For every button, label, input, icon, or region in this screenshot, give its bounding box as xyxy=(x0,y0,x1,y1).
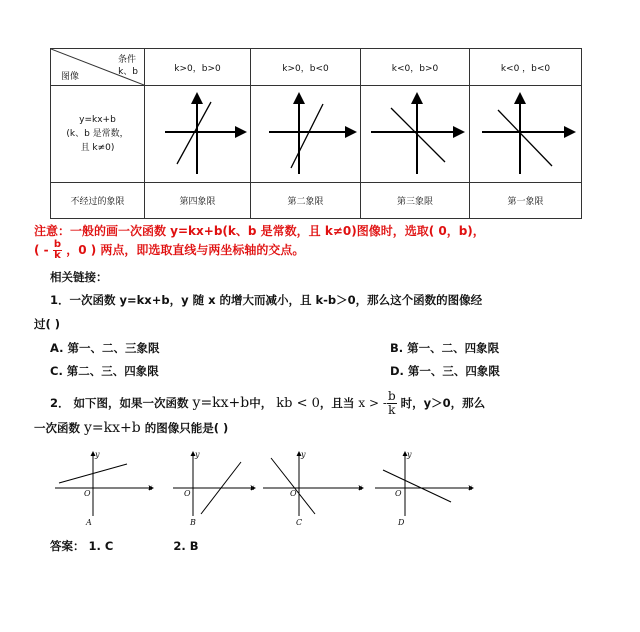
header-image-label: 图像 xyxy=(61,72,80,82)
graph-kneg-bpos xyxy=(361,86,469,182)
conditions-table xyxy=(50,48,582,219)
function-label-line: 且 k≠0) xyxy=(80,143,115,153)
quadrant-cell: 第二象限 xyxy=(251,183,361,219)
condition-cell: k<0 ，b<0 xyxy=(470,49,582,86)
quadrant-cell: 第一象限 xyxy=(470,183,582,219)
q2-part4: 时，y＞0，那么 xyxy=(400,396,486,410)
function-label-cell xyxy=(51,86,145,183)
note-suffix: ，0 ) 两点，即选取直线与两坐标轴的交点。 xyxy=(66,243,305,257)
fraction-numerator: b xyxy=(53,239,62,250)
q2-condition: kb < 0 xyxy=(276,396,320,411)
answer-2: 2. B xyxy=(173,539,199,553)
q2-expr1: y=kx+b xyxy=(192,395,250,411)
related-links-heading: 相关链接： xyxy=(50,270,108,284)
graph-kpos-bneg xyxy=(251,86,360,182)
graph-d-y-label: y xyxy=(407,450,412,459)
function-label-line: y=kx+b xyxy=(79,115,116,125)
note-line-2 xyxy=(34,240,304,261)
answer-1: 1. C xyxy=(88,539,114,553)
graph-kneg-bneg xyxy=(470,86,581,182)
function-label-line: (k、b 是常数， xyxy=(66,129,129,139)
note-fraction xyxy=(53,240,62,261)
quadrant-label-cell: 不经过的象限 xyxy=(51,183,145,219)
condition-cell: k>0，b>0 xyxy=(145,49,251,86)
quadrant-cell: 第三象限 xyxy=(361,183,470,219)
graph-a-option-label: A xyxy=(86,518,92,527)
graph-b-origin-label: O xyxy=(184,489,191,498)
q2-part3: ，且当 xyxy=(319,396,355,410)
graph-cell xyxy=(361,86,470,183)
graph-d-x-label: x xyxy=(468,483,473,492)
note-line-1: 注意：一般的画一次函数 y=kx+b(k、b 是常数，且 k≠0)图像时，选取( 0，b)， xyxy=(34,224,485,238)
q1-option-b: B. 第一、二、四象限 xyxy=(390,341,500,355)
answer-line xyxy=(50,538,199,554)
graph-d-origin-label: O xyxy=(395,489,402,498)
fraction-denominator: k xyxy=(54,250,61,261)
q2-part2: 中， xyxy=(249,396,273,410)
graph-c-origin-label: O xyxy=(290,489,297,498)
q2-option-graphs xyxy=(45,448,515,538)
graph-cell xyxy=(470,86,582,183)
q1-option-a: A. 第一、二、三象限 xyxy=(50,341,160,355)
q1-stem-line-2: 过( ) xyxy=(34,317,61,331)
graph-kpos-bpos xyxy=(145,86,250,182)
graph-cell xyxy=(145,86,251,183)
graph-d-option-label: D xyxy=(398,518,405,527)
graph-c-x-label: x xyxy=(358,483,363,492)
q2-expr2: y=kx+b xyxy=(84,420,141,436)
q1-option-d: D. 第一、三、四象限 xyxy=(390,364,500,378)
fraction-denominator: k xyxy=(388,403,396,417)
graph-a-origin-label: O xyxy=(84,489,91,498)
header-kb-label: k、b xyxy=(118,67,138,77)
graph-c-option-label: C xyxy=(296,518,303,527)
q2-line2-suffix: 的图像只能是( ) xyxy=(144,421,229,435)
graph-b-option-label: B xyxy=(190,518,196,527)
graph-a-x-label: x xyxy=(148,483,153,492)
graph-cell xyxy=(251,86,361,183)
condition-cell: k<0，b>0 xyxy=(361,49,470,86)
note-prefix: ( - xyxy=(34,243,49,257)
q2-stem-line-2 xyxy=(34,420,228,436)
graph-option-c xyxy=(263,452,363,516)
graph-option-d xyxy=(375,452,473,516)
fraction-numerator: b xyxy=(387,389,396,403)
q2-part1: 2． 如下图，如果一次函数 xyxy=(50,396,189,410)
graph-c-y-label: y xyxy=(301,450,306,459)
condition-cell: k>0，b<0 xyxy=(251,49,361,86)
graph-option-b xyxy=(173,452,255,516)
graph-b-x-label: x xyxy=(250,483,255,492)
graph-b-y-label: y xyxy=(195,450,200,459)
q1-stem-line-1: 1．一次函数 y=kx+b，y 随 x 的增大而减小，且 k-b＞0，那么这个函数的图像经 xyxy=(50,293,483,307)
graph-option-a xyxy=(55,452,153,516)
header-diagonal-cell xyxy=(51,49,145,86)
answer-label: 答案： xyxy=(50,539,85,553)
header-condition-label: 条件 xyxy=(117,55,136,65)
q1-option-c: C. 第二、三、四象限 xyxy=(50,364,159,378)
q2-fraction xyxy=(387,390,397,417)
q2-line2-prefix: 一次函数 xyxy=(34,421,80,435)
q2-inequality: x > - xyxy=(358,396,387,410)
quadrant-cell: 第四象限 xyxy=(145,183,251,219)
graph-a-y-label: y xyxy=(95,450,100,459)
q2-stem-line-1 xyxy=(50,388,485,419)
